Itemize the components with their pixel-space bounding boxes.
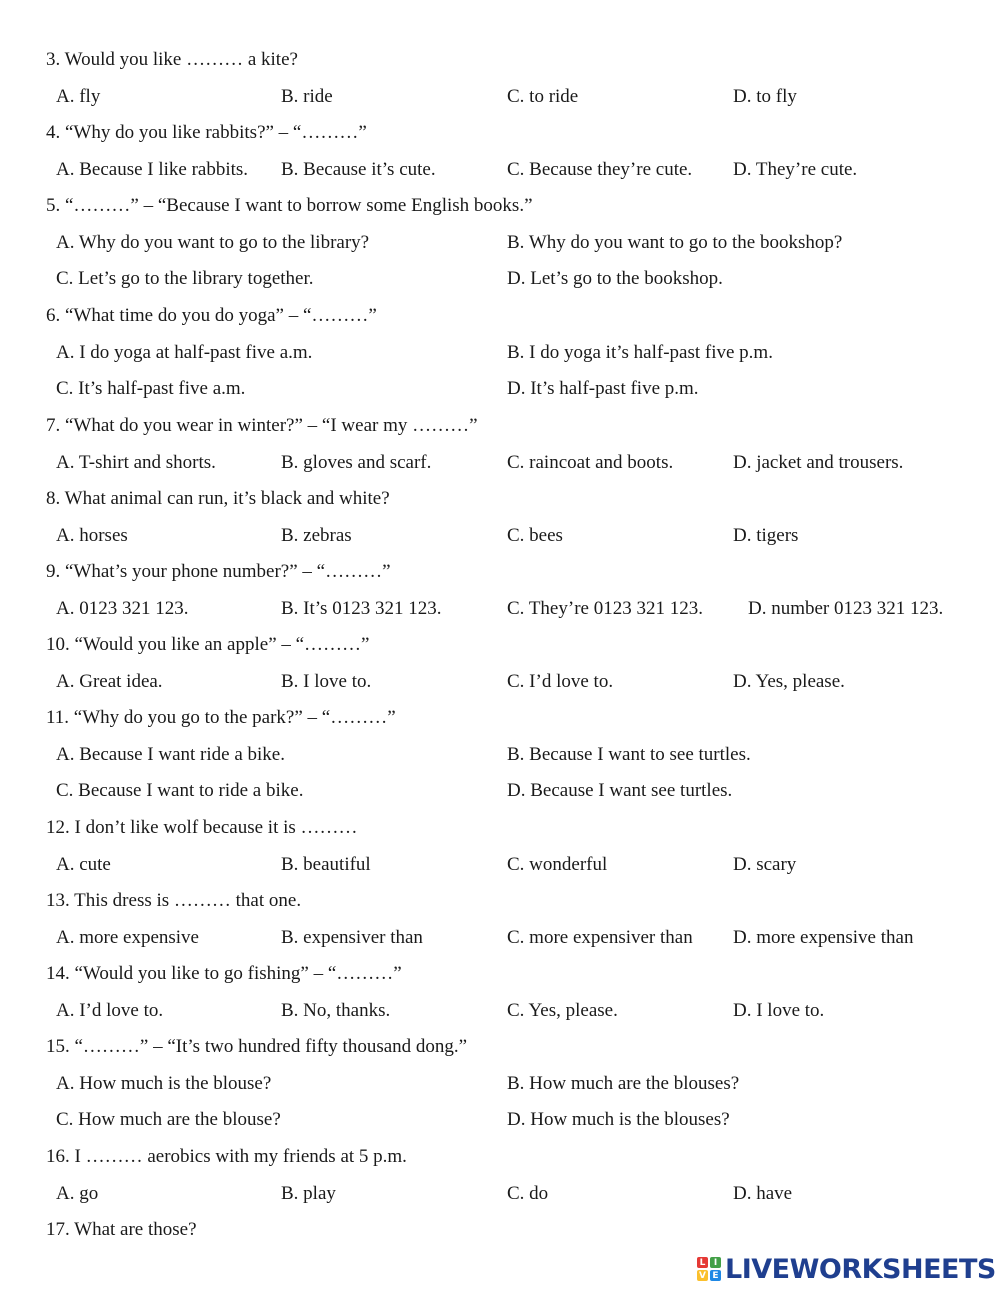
answer-option[interactable]: B. No, thanks. <box>281 999 391 1021</box>
answer-option[interactable]: D. number 0123 321 123. <box>748 597 944 619</box>
question-stem: 5. “………” – “Because I want to borrow some English books.” <box>46 195 533 216</box>
answer-option[interactable]: D. I love to. <box>733 999 825 1021</box>
answer-option[interactable]: D. have <box>733 1182 793 1204</box>
question-stem: 17. What are those? <box>46 1219 197 1240</box>
answer-option[interactable]: A. How much is the blouse? <box>56 1072 272 1094</box>
answer-option[interactable]: B. expensiver than <box>281 926 423 948</box>
question-stem: 7. “What do you wear in winter?” – “I wear my ………” <box>46 415 478 436</box>
answer-option[interactable]: C. I’d love to. <box>507 670 614 692</box>
answer-option[interactable]: B. I love to. <box>281 670 372 692</box>
answer-option[interactable]: C. raincoat and boots. <box>507 451 674 473</box>
question-stem: 9. “What’s your phone number?” – “………” <box>46 561 391 582</box>
answer-option[interactable]: C. Because they’re cute. <box>507 158 693 180</box>
logo-mark-letter: I <box>710 1257 721 1268</box>
question-stem: 3. Would you like ……… a kite? <box>46 49 298 70</box>
answer-option[interactable]: D. How much is the blouses? <box>507 1109 730 1130</box>
answer-option[interactable]: A. horses <box>56 524 128 546</box>
question-stem: 15. “………” – “It’s two hundred fifty thousand dong.” <box>46 1036 468 1057</box>
answer-option[interactable]: C. more expensiver than <box>507 926 693 948</box>
answer-option[interactable]: B. It’s 0123 321 123. <box>281 597 442 619</box>
answer-option[interactable]: B. I do yoga it’s half-past five p.m. <box>507 341 773 363</box>
answer-option[interactable]: A. I do yoga at half-past five a.m. <box>56 341 313 363</box>
answer-option[interactable]: D. tigers <box>733 524 799 546</box>
question-stem: 10. “Would you like an apple” – “………” <box>46 634 370 655</box>
answer-option[interactable]: C. wonderful <box>507 853 608 875</box>
question-stem: 8. What animal can run, it’s black and white? <box>46 488 390 509</box>
answer-option[interactable]: B. gloves and scarf. <box>281 451 432 473</box>
answer-option[interactable]: C. Let’s go to the library together. <box>56 268 314 289</box>
question-stem: 13. This dress is ……… that one. <box>46 890 302 911</box>
answer-option[interactable]: A. cute <box>56 853 111 875</box>
answer-option[interactable]: C. How much are the blouse? <box>56 1109 281 1130</box>
question-stem: 6. “What time do you do yoga” – “………” <box>46 305 377 326</box>
question-stem: 4. “Why do you like rabbits?” – “………” <box>46 122 367 143</box>
question-stem: 11. “Why do you go to the park?” – “………” <box>46 707 396 728</box>
answer-option[interactable]: B. How much are the blouses? <box>507 1072 740 1094</box>
logo-text: LIVEWORKSHEETS <box>725 1253 996 1285</box>
answer-option[interactable]: C. Because I want to ride a bike. <box>56 780 304 801</box>
answer-option[interactable]: B. beautiful <box>281 853 371 875</box>
answer-option[interactable]: D. It’s half-past five p.m. <box>507 378 699 399</box>
answer-option[interactable]: D. to fly <box>733 85 797 107</box>
answer-option[interactable]: A. T-shirt and shorts. <box>56 451 216 473</box>
logo-mark-letter: E <box>710 1270 721 1281</box>
answer-option[interactable]: A. 0123 321 123. <box>56 597 189 619</box>
answer-option[interactable]: D. Let’s go to the bookshop. <box>507 268 723 289</box>
answer-option[interactable]: C. to ride <box>507 85 579 107</box>
answer-option[interactable]: D. They’re cute. <box>733 158 858 180</box>
logo-mark-icon <box>697 1257 721 1281</box>
answer-option[interactable]: A. more expensive <box>56 926 199 948</box>
question-stem: 12. I don’t like wolf because it is ……… <box>46 817 358 838</box>
answer-option[interactable]: B. Because I want to see turtles. <box>507 743 751 765</box>
answer-option[interactable]: C. It’s half-past five a.m. <box>56 378 246 399</box>
liveworksheets-logo[interactable] <box>697 1254 996 1284</box>
answer-option[interactable]: A. I’d love to. <box>56 999 164 1021</box>
answer-option[interactable]: D. jacket and trousers. <box>733 451 904 473</box>
answer-option[interactable]: D. Yes, please. <box>733 670 845 692</box>
question-stem: 16. I ……… aerobics with my friends at 5 p.m. <box>46 1146 407 1167</box>
answer-option[interactable]: D. more expensive than <box>733 926 914 948</box>
answer-option[interactable]: A. Because I want ride a bike. <box>56 743 285 765</box>
answer-option[interactable]: B. ride <box>281 85 333 107</box>
question-stem: 14. “Would you like to go fishing” – “………” <box>46 963 402 984</box>
answer-option[interactable]: A. go <box>56 1182 99 1204</box>
answer-option[interactable]: A. Great idea. <box>56 670 163 692</box>
answer-option[interactable]: A. Because I like rabbits. <box>56 158 249 180</box>
answer-option[interactable]: C. bees <box>507 524 563 546</box>
answer-option[interactable]: A. fly <box>56 85 101 107</box>
answer-option[interactable]: C. Yes, please. <box>507 999 618 1021</box>
answer-option[interactable]: B. zebras <box>281 524 352 546</box>
answer-option[interactable]: C. They’re 0123 321 123. <box>507 597 703 619</box>
answer-option[interactable]: D. Because I want see turtles. <box>507 780 733 801</box>
logo-mark-letter: V <box>697 1270 708 1281</box>
answer-option[interactable]: B. Why do you want to go to the bookshop? <box>507 231 843 253</box>
logo-mark-letter: L <box>697 1257 708 1268</box>
answer-option[interactable]: B. Because it’s cute. <box>281 158 436 180</box>
answer-option[interactable]: B. play <box>281 1182 336 1204</box>
answer-option[interactable]: A. Why do you want to go to the library? <box>56 231 370 253</box>
answer-option[interactable]: D. scary <box>733 853 797 875</box>
answer-option[interactable]: C. do <box>507 1182 549 1204</box>
